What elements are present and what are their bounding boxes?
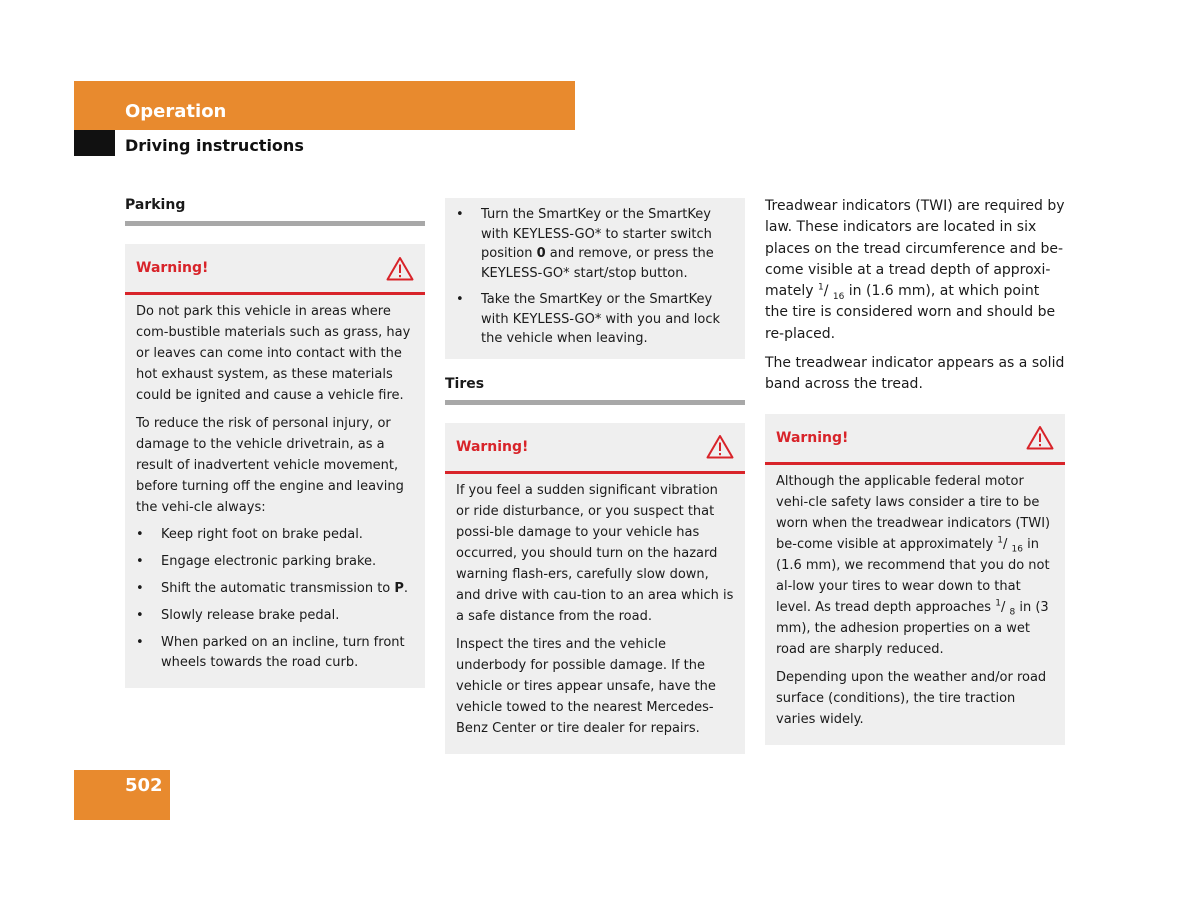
parking-warning-header [125, 244, 425, 295]
column-parking [125, 196, 425, 688]
list-item: • Keep right foot on brake pedal. [136, 525, 414, 545]
parking-warning-text-1: Do not park this vehicle in areas where com-bustible materials such as grass, hay or leaves can come into contact with the hot exhaust system, as these materials could be ignited and cause a vehicle fire. [136, 304, 411, 403]
parking-warning-text-2: To reduce the risk of personal injury, or damage to the vehicle drivetrain, as a result of inadvertent vehicle movement, before turning off the engine and leaving the vehi-cle always: [136, 416, 404, 515]
warning-label: Warning! [136, 260, 209, 276]
fraction-slash: / [823, 283, 829, 300]
warning-label: Warning! [776, 429, 849, 446]
list-item-text: Turn the SmartKey or the SmartKey with KEYLESS-GO* to starter switch position [481, 207, 712, 261]
tires-warning-box [445, 423, 745, 754]
parking-steps-list [136, 525, 414, 673]
list-item-text: . [403, 581, 409, 596]
fraction-denominator: 8 [1009, 607, 1016, 618]
list-item-text: and remove, or press the KEYLESS-GO* start/stop button. [481, 246, 714, 281]
list-item [136, 579, 414, 599]
fraction-numerator: 1 [817, 282, 824, 293]
treadwear-warning-text-1 [776, 471, 1054, 660]
paragraph-text: Although the applicable federal motor vehi-cle safety laws consider a tire to be worn when the treadwear indicators (TWI) be-come visible at approximately [776, 473, 1051, 552]
fraction-denominator: 16 [1011, 544, 1023, 555]
treadwear-paragraph-1 [765, 196, 1065, 345]
fraction-slash: / [1000, 599, 1006, 615]
treadwear-warning-box [765, 414, 1065, 745]
list-item: • Slowly release brake pedal. [136, 606, 414, 626]
paragraph-text: in (1.6 mm), we recommend that you do not al-low your tires to wear down to that level. As tread depth approaches [776, 536, 1050, 615]
warning-triangle-icon [1026, 425, 1054, 450]
parking-warning-box [125, 244, 425, 688]
warning-label: Warning! [456, 438, 529, 455]
list-item [456, 205, 734, 283]
fraction-slash: / [1003, 536, 1008, 552]
tires-heading: Tires [445, 375, 745, 405]
parking-heading: Parking [125, 196, 425, 226]
fraction-numerator: 1 [995, 598, 1001, 609]
warning-triangle-icon [386, 256, 414, 281]
section-marker [74, 130, 115, 156]
list-item: • Take the SmartKey or the SmartKey with KEYLESS-GO* with you and lock the vehicle when leaving. [456, 290, 734, 349]
warning-triangle-icon [706, 434, 734, 459]
chapter-title: Operation [125, 101, 227, 122]
treadwear-warning-text-2: Depending upon the weather and/or road surface (conditions), the tire traction varies widely. [776, 669, 1047, 727]
gear-position: P [394, 581, 404, 596]
treadwear-warning-header [765, 414, 1065, 465]
column-tires [445, 198, 745, 754]
fraction-denominator: 16 [832, 291, 845, 302]
switch-position: 0 [536, 246, 546, 261]
tires-warning-header [445, 423, 745, 474]
paragraph-text: in (1.6 mm), at which point the tire is considered worn and should be re-placed. [765, 283, 1056, 342]
paragraph-text: Treadwear indicators (TWI) are required by law. These indicators are located in six places on the tread circumference and be-come visible at a tread depth of approxi-mately [765, 198, 1065, 300]
tires-warning-text-1: If you feel a sudden significant vibration or ride disturbance, or you suspect that possi-ble damage to your vehicle has occurred, you should turn on the hazard warning flash-ers, carefully slow down, and drive with cau-tion to an area which is a safe distance from the road. [456, 482, 734, 624]
treadwear-paragraph-2: The treadwear indicator appears as a solid band across the tread. [765, 355, 1065, 393]
smartkey-steps-list [456, 205, 734, 349]
paragraph-text: in (3 mm), the adhesion properties on a wet road are sharply reduced. [776, 599, 1049, 657]
tires-warning-text-2: Inspect the tires and the vehicle underbody for possible damage. If the vehicle or tires appear unsafe, have the vehicle towed to the nearest Mercedes-Benz Center or tire dealer for repairs. [456, 636, 716, 736]
smartkey-steps-box [445, 198, 745, 359]
list-item-text: Shift the automatic transmission to [161, 581, 395, 596]
column-treadwear [765, 196, 1065, 745]
list-item: • When parked on an incline, turn front wheels towards the road curb. [136, 633, 414, 673]
section-title: Driving instructions [125, 136, 304, 155]
fraction-numerator: 1 [997, 535, 1004, 546]
page-number: 502 [125, 775, 163, 796]
list-item: • Engage electronic parking brake. [136, 552, 414, 572]
